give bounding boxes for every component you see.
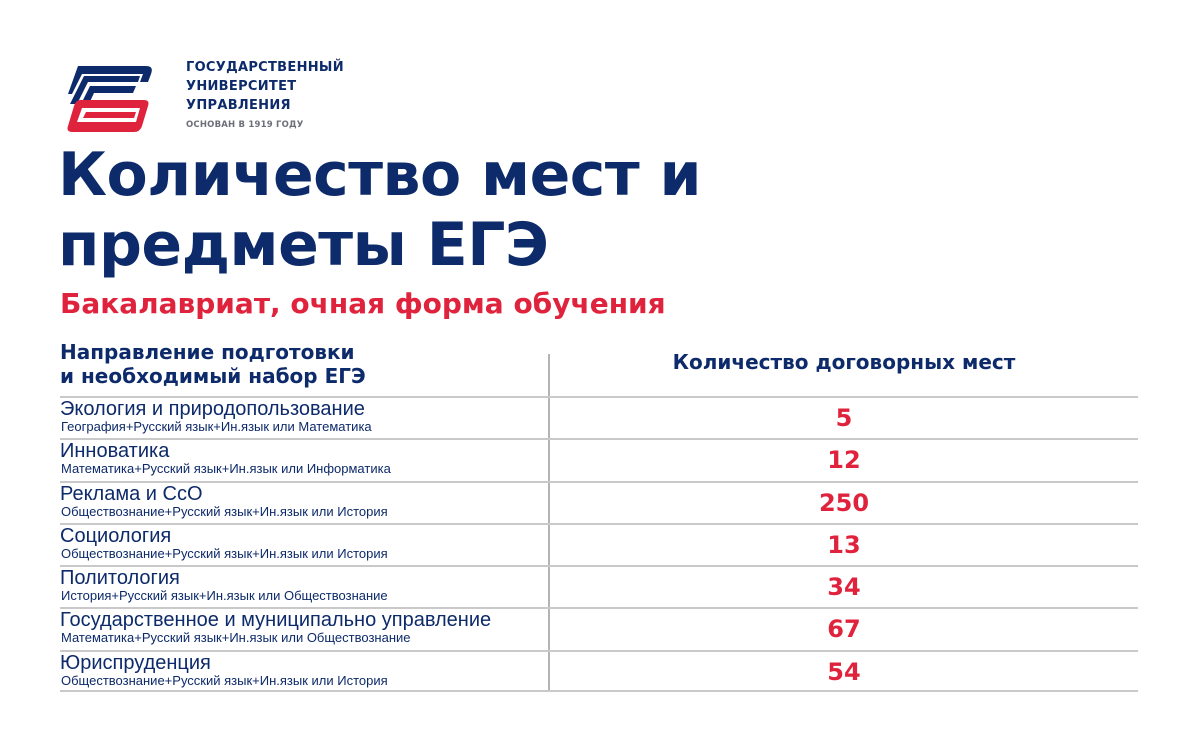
program-name: Социология	[60, 524, 172, 547]
direction-column-header	[60, 340, 548, 388]
exam-subjects: Математика+Русский язык+Ин.язык или Обществознание	[61, 630, 411, 646]
table-row	[60, 650, 1138, 692]
seats-count: 5	[835, 404, 853, 432]
seats-table	[60, 340, 1138, 692]
seats-count: 13	[827, 530, 861, 559]
exam-subjects: Обществознание+Русский язык+Ин.язык или История	[61, 503, 388, 519]
university-name-line: УПРАВЛЕНИЯ	[186, 98, 291, 113]
program-name: Экология и природопользование	[60, 398, 365, 420]
table-row	[60, 565, 1138, 607]
header-line: и необходимый набор ЕГЭ	[60, 364, 366, 388]
seats-count: 250	[818, 488, 870, 517]
header-line: Направление подготовки	[60, 340, 355, 364]
university-logo	[60, 62, 160, 134]
table-row	[60, 607, 1138, 649]
seats-column-header: Количество договорных мест	[672, 350, 1016, 374]
seats-count: 67	[827, 615, 861, 644]
title-line: предметы ЕГЭ	[58, 210, 549, 280]
table-row	[60, 523, 1138, 565]
table-row	[60, 396, 1138, 438]
seats-count: 34	[827, 573, 861, 602]
university-name-line: ГОСУДАРСТВЕННЫЙ	[186, 60, 344, 75]
exam-subjects: История+Русский язык+Ин.язык или Обществознание	[61, 588, 388, 604]
university-name-line: УНИВЕРСИТЕТ	[186, 79, 297, 94]
program-name: Государственное и муниципально управление	[60, 609, 492, 632]
page-subtitle: Бакалавриат, очная форма обучения	[60, 287, 666, 320]
seats-count: 12	[827, 446, 861, 475]
exam-subjects: География+Русский язык+Ин.язык или Математика	[61, 419, 372, 434]
exam-subjects: Обществознание+Русский язык+Ин.язык или История	[61, 545, 388, 561]
seats-count: 54	[827, 657, 861, 686]
university-name	[186, 58, 344, 130]
program-name: Юриспруденция	[60, 651, 211, 674]
table-row	[60, 438, 1138, 480]
table-header	[60, 340, 1138, 396]
title-line: Количество мест и	[58, 140, 702, 210]
program-name: Реклама и СсО	[60, 482, 203, 505]
program-name: Инноватика	[60, 440, 170, 463]
page-title	[58, 140, 701, 280]
exam-subjects: Обществознание+Русский язык+Ин.язык или История	[61, 672, 388, 688]
exam-subjects: Математика+Русский язык+Ин.язык или Информатика	[61, 461, 391, 477]
program-name: Политология	[60, 567, 180, 590]
table-row	[60, 481, 1138, 523]
founded-text: ОСНОВАН В 1919 ГОДУ	[186, 120, 304, 130]
